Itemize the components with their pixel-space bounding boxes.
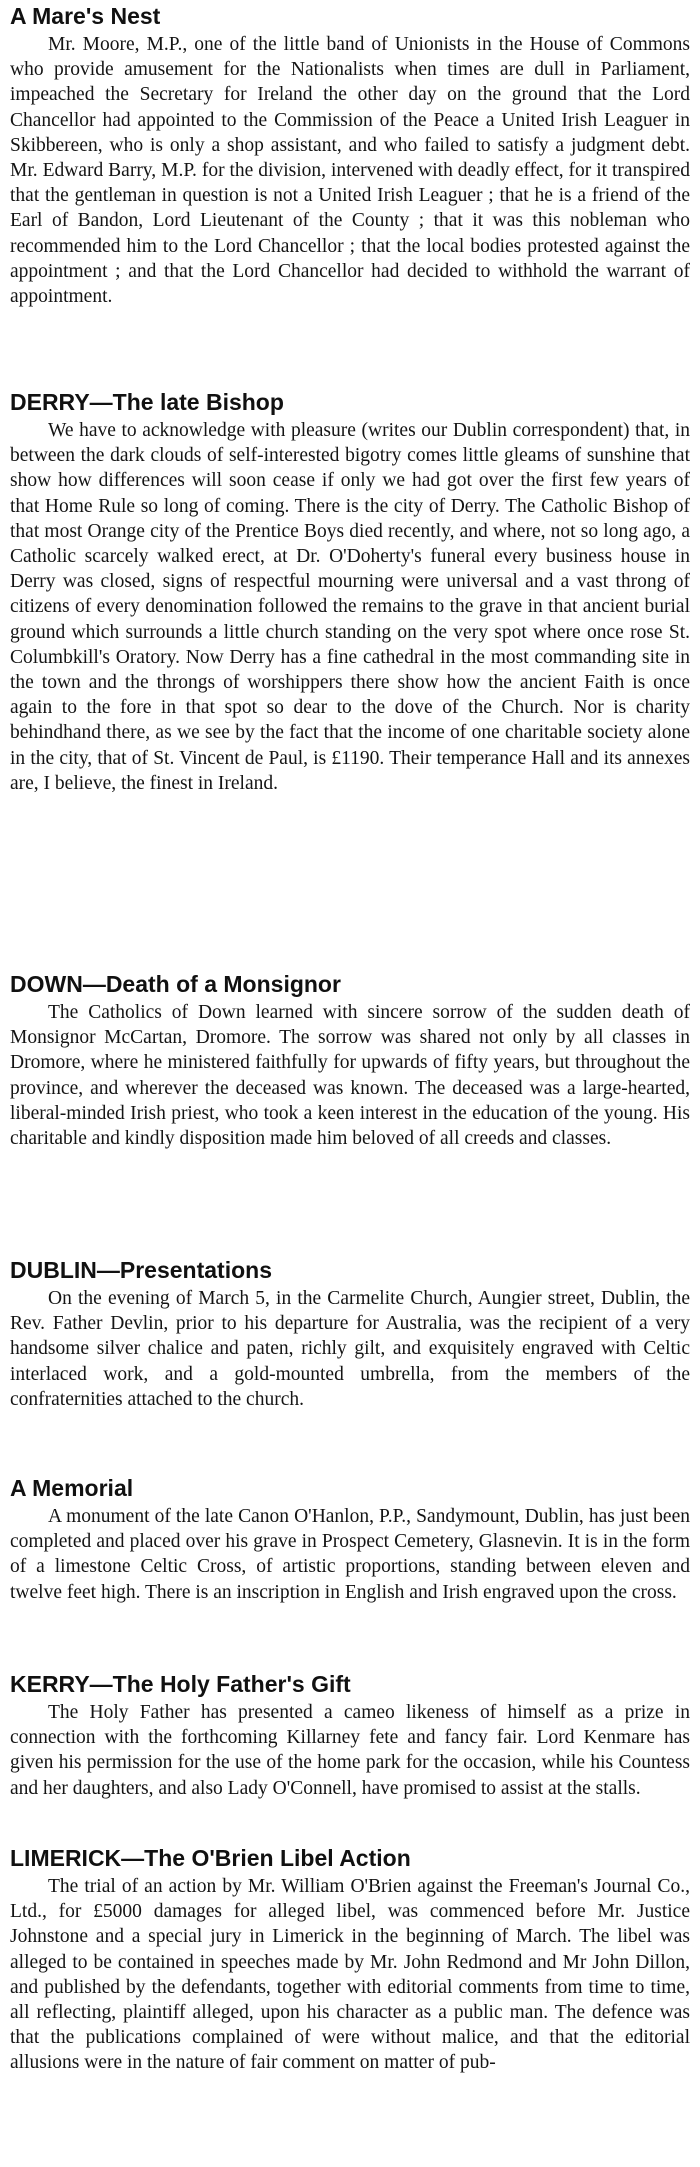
article-body: On the evening of March 5, in the Carmelite Church, Aungier street, Dublin, the Rev. Father Devlin, prior to his departure for Australia, was the recipient of a very handsome silver chalice and paten, richly gilt, and exquisitely engraved with Celtic interlaced work, and a gold-mounted umbrella, from the members of the confraternities attached to the church.: [10, 1288, 690, 1410]
article-body: The trial of an action by Mr. William O'Brien against the Freeman's Journal Co., Ltd., for £5000 damages for alleged libel, was commenced before Mr. Justice Johnstone and a special jury in Limerick in the beginning of March. The libel was alleged to be contained in speeches made by Mr. John Redmond and Mr John Dillon, and published by the defendants, together with editorial comments from time to time, all reflecting, plaintiff alleged, upon his character as a public man. The defence was that the publications complained of were without malice, and that the editorial allusions were in the nature of fair comment on matter of pub-: [10, 1876, 690, 2074]
article-down-monsignor: [10, 970, 690, 1151]
article-heading: A Memorial: [10, 1475, 134, 1501]
article-derry-bishop: [10, 388, 690, 796]
article-heading: DERRY—The late Bishop: [10, 389, 284, 415]
article-heading: A Mare's Nest: [10, 3, 161, 29]
article-body: We have to acknowledge with pleasure (writes our Dublin correspondent) that, in between the dark clouds of self-interested bigotry comes little gleams of sunshine that show how differences will soon cease if only we had got over the first few years of that Home Rule so long of coming. There is the city of Derry. The Catholic Bishop of that most Orange city of the Prentice Boys died recently, and where, not so long ago, a Catholic scarcely walked erect, at Dr. O'Doherty's funeral every business house in Derry was closed, signs of respectful mourning were universal and a vast throng of citizens of every denomination followed the remains to the grave in that ancient burial ground which surrounds a little church standing on the very spot where once rose St. Columbkill's Oratory. Now Derry has a fine cathedral in the most commanding site in the town and the throngs of worshippers there show how the ancient Faith is once again to the fore in that spot so dear to the dove of the Church. Nor is charity behindhand there, as we see by the fact that the income of one charitable society alone in the city, that of St. Vincent de Paul, is £1190. Their temperance Hall and its annexes are, I believe, the finest in Ireland.: [10, 420, 690, 794]
article-memorial: [10, 1474, 690, 1605]
article-body: A monument of the late Canon O'Hanlon, P.P., Sandymount, Dublin, has just been completed and placed over his grave in Prospect Cemetery, Glasnevin. It is in the form of a limestone Celtic Cross, of artistic proportions, standing between eleven and twelve feet high. There is an inscription in English and Irish engraved upon the cross.: [10, 1506, 690, 1603]
article-heading: LIMERICK—The O'Brien Libel Action: [10, 1845, 411, 1871]
article-body: The Catholics of Down learned with sincere sorrow of the sudden death of Monsignor McCartan, Dromore. The sorrow was shared not only by all classes in Dromore, where he ministered faithfully for upwards of fifty years, but throughout the province, and wherever the deceased was known. The deceased was a large-hearted, liberal-minded Irish priest, who took a keen interest in the education of the young. His charitable and kindly disposition made him beloved of all creeds and classes.: [10, 1002, 690, 1150]
article-dublin-presentations: [10, 1256, 690, 1412]
article-kerry-gift: [10, 1670, 690, 1801]
article-heading: DOWN—Death of a Monsignor: [10, 971, 341, 997]
article-limerick-libel: [10, 1844, 690, 2076]
article-mares-nest: [10, 2, 690, 309]
article-heading: KERRY—The Holy Father's Gift: [10, 1671, 351, 1697]
article-body: The Holy Father has presented a cameo likeness of himself as a prize in connection with the forthcoming Killarney fete and fancy fair. Lord Kenmare has given his permission for the use of the home park for the occasion, while his Countess and her daughters, and also Lady O'Connell, have promised to assist at the stalls.: [10, 1702, 690, 1799]
article-body: Mr. Moore, M.P., one of the little band of Unionists in the House of Commons who provide amusement for the Nationalists when times are dull in Parliament, impeached the Secretary for Ireland the other day on the ground that the Lord Chancellor had appointed to the Commission of the Peace a United Irish Leaguer in Skibbereen, who is only a shop assistant, and who failed to satisfy a judgment debt. Mr. Edward Barry, M.P. for the division, intervened with deadly effect, for it transpired that the gentleman in question is not a United Irish Leaguer ; that he is a friend of the Earl of Bandon, Lord Lieutenant of the County ; that it was this nobleman who recommended him to the Lord Chancellor ; that the local bodies protested against the appointment ; and that the Lord Chancellor had decided to withhold the warrant of appointment.: [10, 34, 690, 308]
article-heading: DUBLIN—Presentations: [10, 1257, 272, 1283]
